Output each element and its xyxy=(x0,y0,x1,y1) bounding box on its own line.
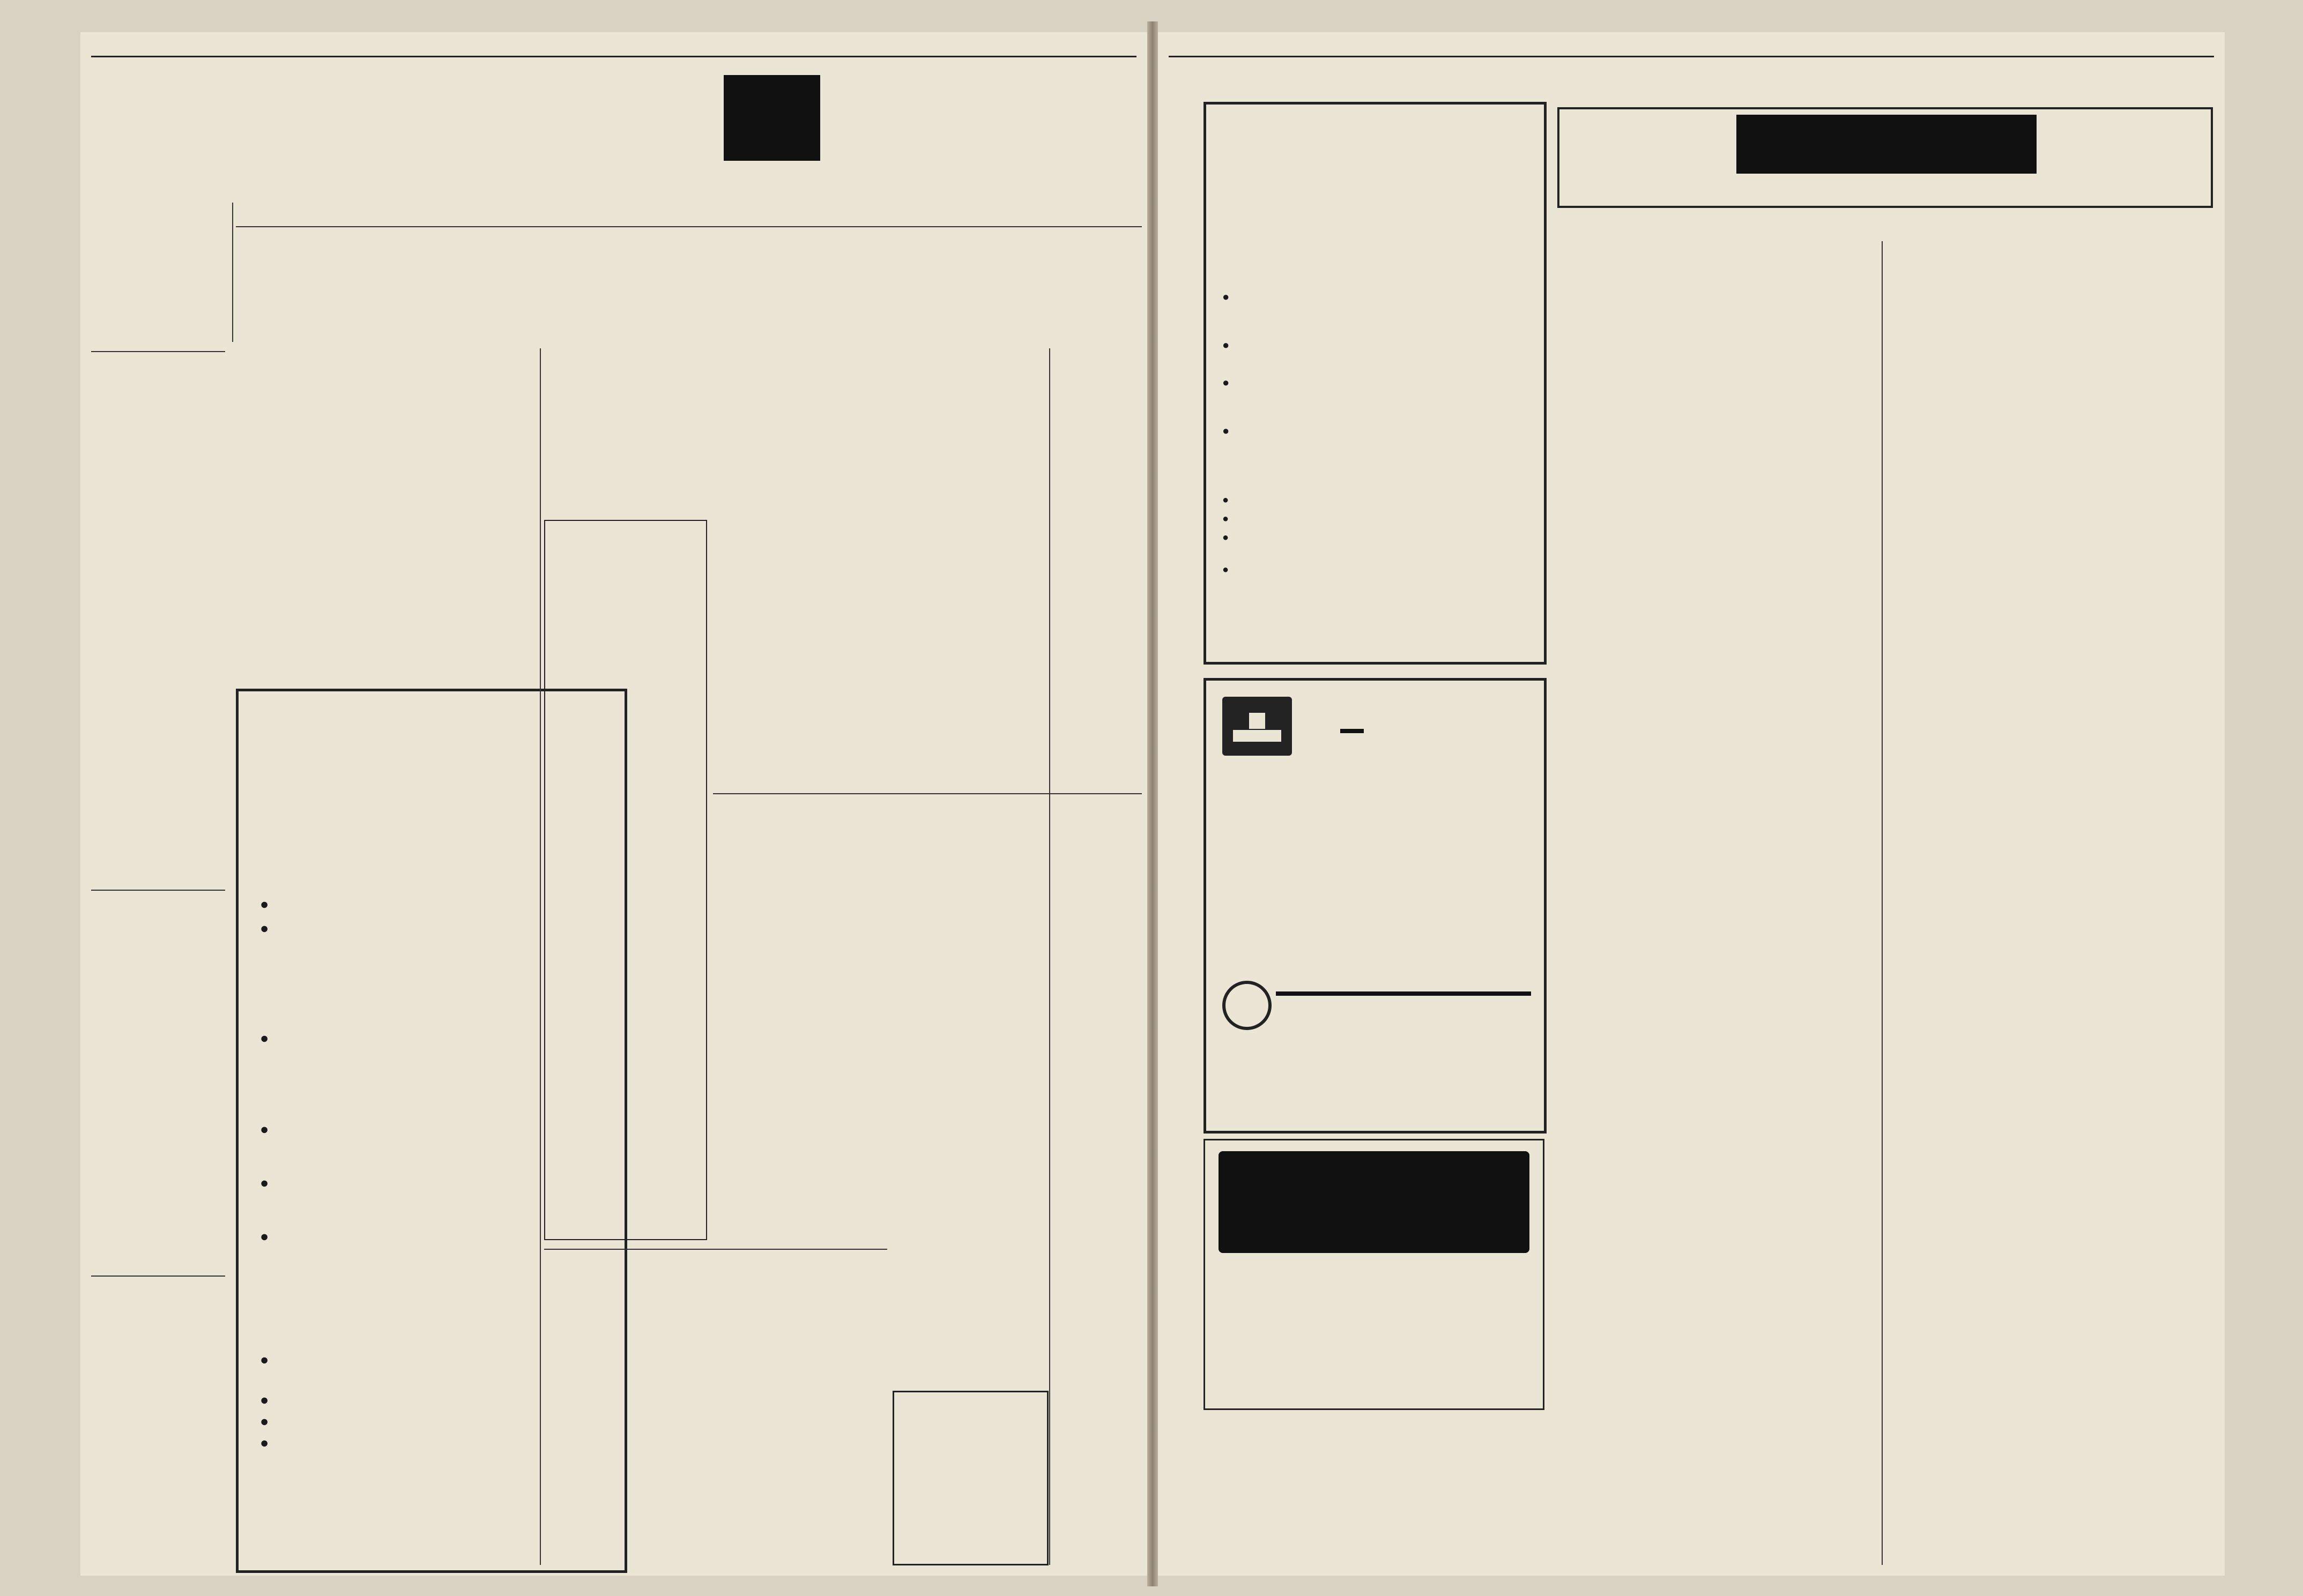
ad-job xyxy=(1222,289,1528,304)
pinoquio-headline xyxy=(91,1281,228,1383)
filatelia-col3 xyxy=(713,348,874,788)
horoscope-header xyxy=(1557,107,2213,208)
marco-headline xyxy=(545,521,706,532)
planetario-body xyxy=(91,472,228,874)
marco-correio-box xyxy=(544,520,707,1240)
column-rule xyxy=(540,348,541,1565)
filatelia-col4 xyxy=(882,348,1043,788)
filatelia-col1 xyxy=(375,348,536,691)
ship-icon xyxy=(1222,697,1292,756)
column-rule xyxy=(1882,241,1883,1565)
section-rule xyxy=(236,226,1142,227)
ad-offer xyxy=(1222,563,1528,577)
ad-job xyxy=(1222,338,1528,353)
ad-job xyxy=(1222,423,1528,438)
right-page xyxy=(1158,32,2225,1576)
publicacoes-col2 xyxy=(882,793,1043,1383)
mundo-col3 xyxy=(775,1289,887,1568)
horoscope-title-box xyxy=(1736,115,2037,174)
ad-offer xyxy=(1222,493,1528,507)
left-page xyxy=(80,32,1147,1576)
uniao-headline xyxy=(91,896,228,1009)
french-line-brand xyxy=(1340,729,1364,733)
uniao-body xyxy=(91,1010,228,1273)
section-rule xyxy=(544,1249,887,1250)
ad-offer xyxy=(1222,512,1528,526)
ad-headline xyxy=(1206,105,1544,116)
sintra-body-right xyxy=(236,203,373,492)
horus-ad xyxy=(1203,1139,1544,1410)
mundo-col1 xyxy=(544,1289,651,1568)
sintra-headline xyxy=(91,70,370,198)
dental-ad xyxy=(1203,1420,1541,1565)
mundo-col2 xyxy=(659,1289,767,1568)
column-rule xyxy=(232,203,233,342)
filatelia-logo xyxy=(724,75,820,161)
header-rule xyxy=(91,56,1136,57)
orey-name xyxy=(1276,991,1531,996)
column-rule xyxy=(1049,348,1050,1565)
planetario-headline xyxy=(91,359,228,466)
pinoquio-body xyxy=(91,1385,228,1568)
french-line-ad xyxy=(1203,678,1547,1133)
orey-logo-icon xyxy=(1222,981,1272,1030)
ad-offer xyxy=(1222,531,1528,545)
section-rule xyxy=(91,890,225,891)
binding-gutter xyxy=(1147,21,1158,1586)
header-rule xyxy=(1169,56,2214,57)
ad-job xyxy=(1222,375,1528,390)
section-rule xyxy=(91,1276,225,1277)
horus-logo xyxy=(1219,1151,1529,1253)
selos-albuns-ad xyxy=(893,1391,1049,1565)
publicacoes-col1 xyxy=(713,831,874,1249)
chefes-producao-ad xyxy=(1203,102,1547,665)
section-rule xyxy=(91,351,225,352)
